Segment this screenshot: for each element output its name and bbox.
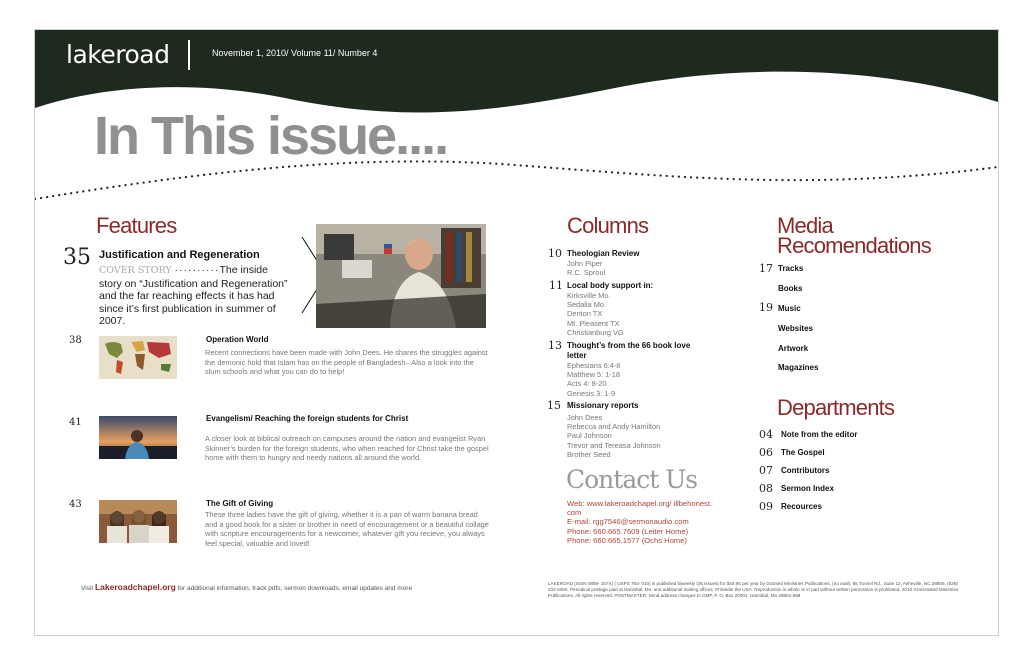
column-list-missionary-reports: [567, 413, 661, 459]
feature-photo-three-ladies: [99, 500, 177, 543]
column-line: Mt. Pleasent TX: [567, 318, 620, 328]
feature-page-number: 41: [69, 417, 82, 428]
dotted-leader: ··········: [174, 264, 220, 276]
feature-photo-evangelist: [99, 416, 177, 459]
magazine-page: [34, 29, 999, 636]
department-contributors[interactable]: Contributors: [781, 466, 830, 475]
media-page-number: 17: [759, 262, 773, 275]
column-page-number: 13: [548, 339, 562, 352]
footer-prefix: Visit: [81, 585, 94, 592]
column-line: Acts 4: 8-20: [567, 379, 607, 389]
department-page-number: 04: [759, 428, 773, 441]
feature-desc-operation-world: Recent connections have been made with John Dees. He shares the struggles against the demonic hold that Islam has on the people of Bangladesh– Also a look into the slum schools and what you can do to help!: [205, 348, 488, 376]
feature-page-number: 35: [63, 245, 91, 270]
footer-legal: LAKEROAD (ISSN 0888- 157X) ( USPS 763- 010) is published biweekly (26 issues) for $49.95 per year by Granted Ministries Publications, (no mail). 65 Tunnel Rd., Suite 12, Asheville, NC 28805, (828) 232-5260. Periodical postage paid at Hannibal, Mo. and additional mailing offices. Printedin the USA. Reproduction in whole or in part without written permission is prohibited. 2010 GraGranted Ministries Publications, All rights reserved. POSTMASTER: Send address changes to GMP, P. O. Box 20002, Hannibal, Mo 28802-998: [548, 581, 959, 598]
column-line: Sedalia Mo.: [567, 300, 607, 310]
media-heading-line2: Recomendations: [777, 233, 931, 258]
feature-desc-evangelism: A closer look at biblical outreach on campuses around the nation and evangelist Ryan Skinner’s burden for the foreign students, who when reached for Christ take the gospel home with them to hungry and needy nations all around the world.: [205, 434, 489, 462]
cover-story-tag: COVER STORY: [99, 265, 172, 276]
departments-heading: Departments: [777, 395, 895, 420]
contact-phone-leiter: Phone: 660.665.7609 (Leiter Home): [567, 526, 689, 536]
columns-heading: Columns: [567, 213, 649, 238]
page-title: In This issue....: [94, 106, 448, 166]
feature-title-operation-world[interactable]: Operation World: [206, 335, 269, 344]
column-list-theologian-review: [567, 259, 605, 277]
department-the-gospel[interactable]: The Gospel: [781, 448, 825, 457]
column-title-missionary-reports[interactable]: Missionary reports: [567, 401, 639, 410]
features-heading: Features: [96, 213, 177, 238]
column-page-number: 10: [548, 247, 562, 260]
media-item-websites[interactable]: Websites: [778, 324, 813, 333]
column-page-number: 11: [549, 279, 563, 292]
department-sermon-index[interactable]: Sermon Index: [781, 484, 834, 493]
column-line: Kirksville Mo.: [567, 291, 611, 300]
column-line: Denton TX: [567, 309, 603, 319]
column-line: Rebecca and Andy Hamilton: [567, 422, 661, 432]
department-page-number: 06: [759, 446, 773, 459]
media-item-magazines[interactable]: Magazines: [778, 363, 819, 372]
column-line: Genesis 3: 1-9: [567, 388, 616, 398]
contact-lines: [567, 499, 712, 545]
feature-title-gift-of-giving[interactable]: The Gift of Giving: [206, 499, 274, 508]
column-line: Ephesians 6:4-8: [567, 361, 621, 370]
column-line: R.C. Sproul: [567, 268, 606, 278]
feature-photo-world-map: [99, 336, 177, 379]
contact-email-link[interactable]: E-mail: rgg7546@sermonaudio.com: [567, 517, 689, 527]
column-line: Trevor and Tereasa Johnson: [567, 440, 661, 450]
cover-story-row: [99, 264, 289, 328]
column-line: Matthew 5: 1-18: [567, 370, 620, 380]
feature-title-justification[interactable]: Justification and Regeneration: [99, 249, 260, 261]
cover-story-lead: The inside: [219, 264, 268, 276]
footer-visit-line: [81, 582, 412, 592]
logo[interactable]: lakeroad: [66, 40, 170, 69]
column-line: Brother Seed: [567, 449, 611, 459]
column-line: John Piper: [567, 259, 603, 268]
column-page-number: 15: [547, 399, 561, 412]
department-page-number: 08: [759, 482, 773, 495]
media-item-books[interactable]: Books: [778, 284, 803, 293]
feature-title-evangelism[interactable]: Evangelism/ Reaching the foreign students for Christ: [206, 414, 409, 423]
column-title-theologian-review[interactable]: Theologian Review: [567, 249, 640, 258]
column-line: John Dees: [567, 413, 603, 422]
footer-site-link[interactable]: Lakeroadchapel.org: [94, 582, 176, 592]
contact-phone-ochs: Phone: 660.665.1577 (Ochs Home): [567, 535, 687, 545]
contact-web-link[interactable]: Web: www.lakeroadchapel.org/ illbehonest.: [567, 499, 713, 508]
department-page-number: 07: [759, 464, 773, 477]
dotted-divider: [35, 155, 998, 205]
feature-page-number: 43: [69, 499, 82, 510]
column-title-66-book[interactable]: Thought’s from the 66 book love letter: [567, 341, 691, 360]
media-item-tracks[interactable]: Tracks: [778, 264, 804, 273]
column-line: Christianburg VG: [567, 327, 624, 337]
contact-web-link-cont[interactable]: com: [567, 508, 582, 518]
column-title-local-body[interactable]: Local body support in:: [567, 281, 654, 290]
footer-suffix: for additional information, track pdfs, sermon downloads, email updates and more: [177, 585, 413, 592]
cover-photo-man: [316, 224, 486, 328]
column-list-local-body: [567, 291, 624, 337]
feature-page-number: 38: [69, 335, 82, 346]
media-heading-line1: Media: [777, 213, 833, 238]
column-line: Paul Johnson: [567, 431, 612, 441]
header-divider: [188, 40, 190, 70]
column-list-66-book: [567, 361, 620, 398]
media-heading: [777, 213, 931, 258]
media-item-music[interactable]: Music: [778, 304, 801, 313]
department-page-number: 09: [759, 500, 773, 513]
department-note-from-editor[interactable]: Note from the editor: [781, 430, 858, 439]
department-recources[interactable]: Recources: [781, 502, 822, 511]
media-page-number: 19: [759, 301, 773, 314]
contact-heading: Contact Us: [566, 465, 698, 494]
feature-desc-gift-of-giving: These three ladies have the gift of giving, whether it is a pan of warm banana bread and a good book for a sister or brother in need of encouragement or a beautiful collage with scripture encouragements for a newcomer, whatever gift you recieve, you always feel special, valuable and loved!: [205, 510, 489, 548]
issue-info: November 1, 2010/ Volume 11/ Number 4: [212, 48, 378, 58]
media-item-artwork[interactable]: Artwork: [778, 344, 809, 353]
cover-story-description: story on “Justification and Regeneration” and the far reaching effects it has had since it’s first publication in summer of 2007.: [99, 277, 288, 327]
